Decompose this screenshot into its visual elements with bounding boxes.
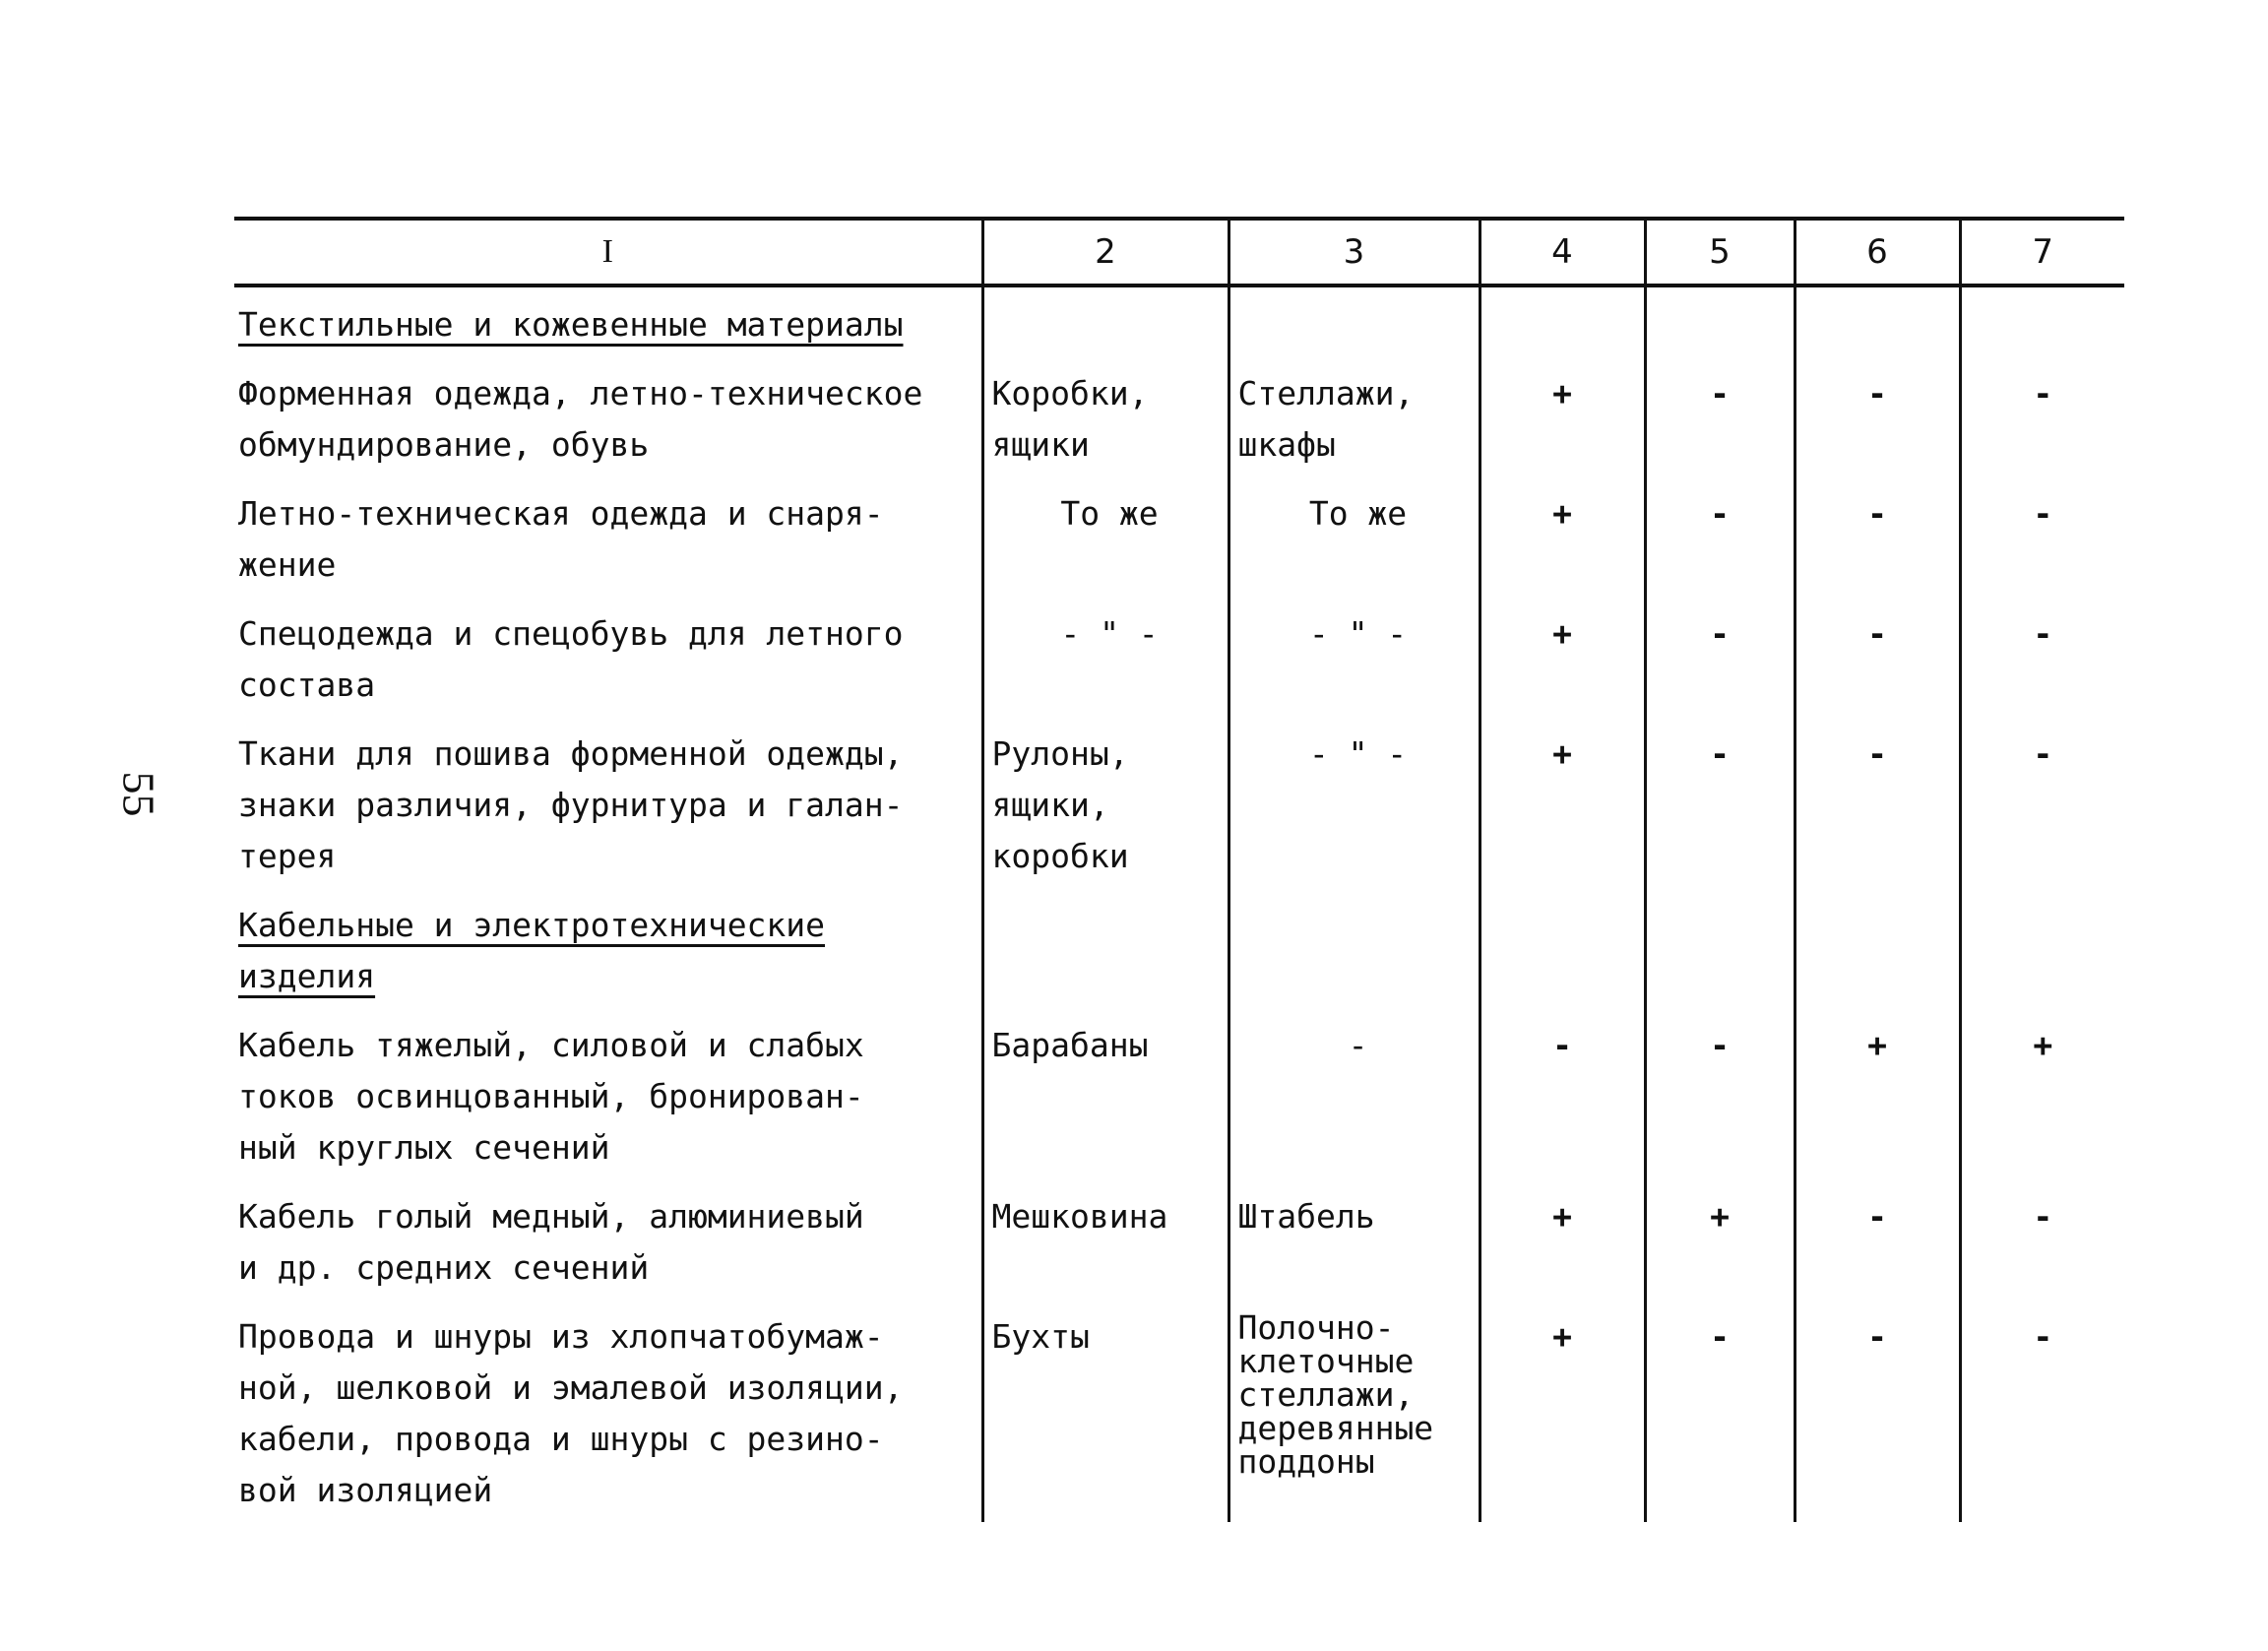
- mark-cell: -: [1645, 1008, 1795, 1179]
- storage-cell: - " -: [1228, 717, 1480, 888]
- item-cell: Форменная одежда, летно-техническое обмундирование, обувь: [238, 374, 923, 464]
- mark-cell: -: [1795, 1179, 1960, 1300]
- mark-cell: +: [1480, 717, 1645, 888]
- item-cell: Кабель голый медный, алюминиевый и др. средних сечений: [238, 1197, 864, 1287]
- mark-cell: -: [1960, 717, 2124, 888]
- table-row: [234, 597, 2124, 717]
- mark-cell: +: [1480, 1300, 1645, 1522]
- table-row: [234, 476, 2124, 597]
- item-cell: Спецодежда и спецобувь для летного состава: [238, 614, 904, 704]
- section-title: Кабельные и электротехнические изделия: [238, 906, 826, 995]
- mark-cell: -: [1795, 476, 1960, 597]
- mark-cell: -: [1795, 1300, 1960, 1522]
- section-title: Текстильные и кожевенные материалы: [238, 305, 904, 344]
- item-cell: Кабель тяжелый, силовой и слабых токов освинцованный, бронирован- ный круглых сечений: [238, 1026, 864, 1167]
- header-col-7: 7: [1960, 219, 2124, 286]
- table-row: [234, 1008, 2124, 1179]
- section-header-row: [234, 286, 2124, 356]
- section-header-row: [234, 888, 2124, 1008]
- storage-cell: -: [1228, 1008, 1480, 1179]
- mark-cell: +: [1960, 1008, 2124, 1179]
- header-col-6: 6: [1795, 219, 1960, 286]
- header-col-4: 4: [1480, 219, 1645, 286]
- mark-cell: -: [1645, 356, 1795, 476]
- mark-cell: -: [1645, 717, 1795, 888]
- header-row: [234, 219, 2124, 286]
- mark-cell: -: [1795, 717, 1960, 888]
- header-col-5: 5: [1645, 219, 1795, 286]
- header-col-3: 3: [1228, 219, 1480, 286]
- packaging-cell: Барабаны: [982, 1008, 1228, 1179]
- mark-cell: -: [1480, 1008, 1645, 1179]
- mark-cell: -: [1795, 356, 1960, 476]
- storage-cell: Штабель: [1228, 1179, 1480, 1300]
- header-col-1: I: [234, 219, 982, 286]
- mark-cell: -: [1960, 1179, 2124, 1300]
- packaging-cell: Мешковина: [982, 1179, 1228, 1300]
- storage-table: [234, 217, 2124, 1522]
- mark-cell: +: [1480, 1179, 1645, 1300]
- mark-cell: -: [1645, 476, 1795, 597]
- packaging-cell: - " -: [982, 597, 1228, 717]
- item-cell: Летно-техническая одежда и снаря- жение: [238, 494, 884, 584]
- mark-cell: +: [1480, 476, 1645, 597]
- mark-cell: -: [1795, 597, 1960, 717]
- table-row: [234, 1179, 2124, 1300]
- mark-cell: +: [1645, 1179, 1795, 1300]
- mark-cell: -: [1645, 1300, 1795, 1522]
- mark-cell: -: [1645, 597, 1795, 717]
- storage-cell: Полочно- клеточные стеллажи, деревянные поддоны: [1228, 1300, 1480, 1522]
- storage-cell: Стеллажи, шкафы: [1228, 356, 1480, 476]
- packaging-cell: То же: [982, 476, 1228, 597]
- storage-cell: - " -: [1228, 597, 1480, 717]
- table-row: [234, 1300, 2124, 1522]
- packaging-cell: Рулоны, ящики, коробки: [982, 717, 1228, 888]
- mark-cell: -: [1960, 597, 2124, 717]
- item-cell: Провода и шнуры из хлопчатобумаж- ной, шелковой и эмалевой изоляции, кабели, провода и шнуры с резино- вой изоляцией: [238, 1317, 904, 1509]
- mark-cell: +: [1480, 356, 1645, 476]
- mark-cell: +: [1795, 1008, 1960, 1179]
- mark-cell: +: [1480, 597, 1645, 717]
- item-cell: Ткани для пошива форменной одежды, знаки различия, фурнитура и галан- терея: [238, 734, 904, 875]
- header-col-2: 2: [982, 219, 1228, 286]
- page-number: 55: [113, 771, 164, 817]
- table-row: [234, 356, 2124, 476]
- mark-cell: -: [1960, 356, 2124, 476]
- table-row: [234, 717, 2124, 888]
- mark-cell: -: [1960, 1300, 2124, 1522]
- storage-cell: То же: [1228, 476, 1480, 597]
- packaging-cell: Коробки, ящики: [982, 356, 1228, 476]
- mark-cell: -: [1960, 476, 2124, 597]
- packaging-cell: Бухты: [982, 1300, 1228, 1522]
